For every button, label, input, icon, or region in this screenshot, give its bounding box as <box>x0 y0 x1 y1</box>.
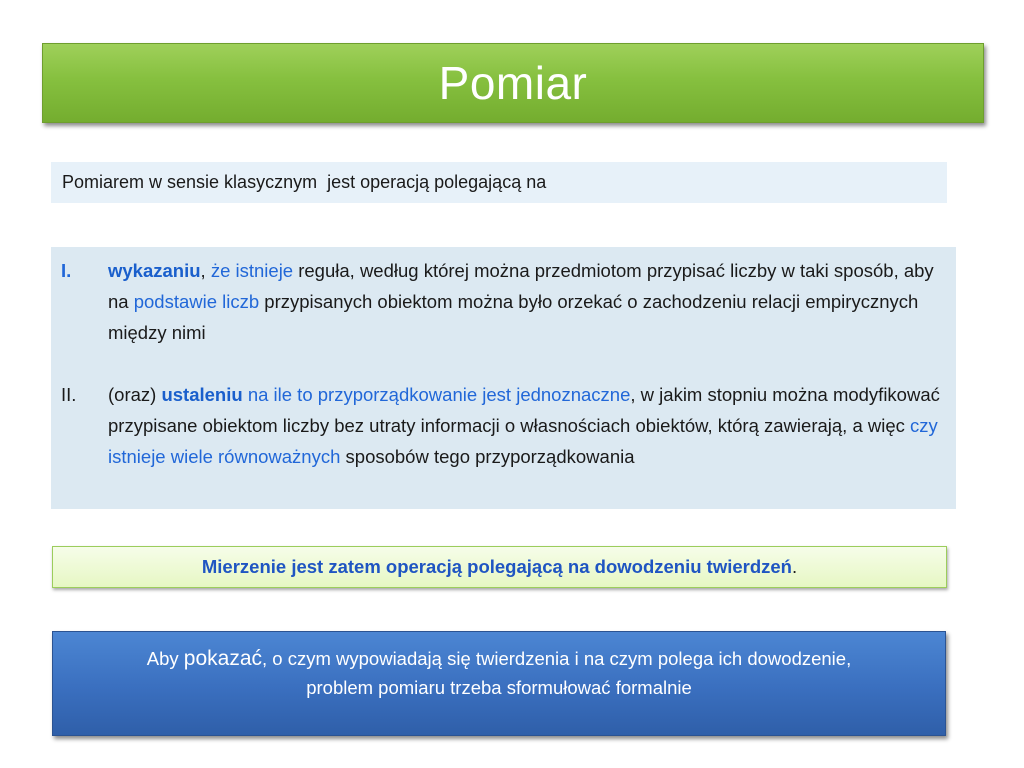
term-wykazaniu: wykazaniu <box>108 260 201 281</box>
summary-period: . <box>791 556 798 577</box>
text-segment: sposobów tego przyporządkowania <box>340 446 635 467</box>
text-segment: , w jakim stopniu można modyfikować przypisane obiektom liczby bez utraty informacji o własnościach obiektów, którą zawierają, a więc <box>108 384 940 436</box>
text-segment: (oraz) <box>108 384 162 405</box>
text-segment: , <box>200 260 211 281</box>
list-item-number: II. <box>61 384 77 405</box>
list-item-number: I. <box>61 260 72 281</box>
definition-list <box>51 247 956 509</box>
note-line1: , o czym wypowiadają się twierdzenia i na czym polega ich dowodzenie, <box>262 648 852 669</box>
highlight-podstawie-liczb: podstawie liczb <box>133 291 260 312</box>
text-segment: przypisanych obiektom można było orzekać o zachodzeniu relacji empirycznych między nimi <box>108 291 919 343</box>
page-title: Pomiar <box>438 57 588 109</box>
highlight-rownowazne: czy istnieje wiele równoważnych <box>108 415 938 467</box>
summary-text: Mierzenie jest zatem operacją polegającą na dowodzeniu twierdzeń <box>201 556 792 577</box>
note-emphasis: pokazać <box>183 647 263 670</box>
list-item-text <box>108 379 942 472</box>
text-segment: reguła, według której można przedmiotom przypisać liczby w taki sposób, aby na <box>108 260 934 312</box>
highlight-jednoznaczne: na ile to przyporządkowanie jest jednoznaczne <box>247 384 631 405</box>
note-box <box>52 631 946 736</box>
term-ustaleniu: ustaleniu <box>161 384 243 405</box>
note-prefix: Aby <box>146 648 184 669</box>
note-line2: problem pomiaru trzeba sformułować formalnie <box>306 677 692 698</box>
title-banner <box>42 43 984 123</box>
intro-box <box>51 162 947 203</box>
highlight-ze-istnieje: że istnieje <box>210 260 294 281</box>
intro-text: Pomiarem w sensie klasycznym jest operacją polegającą na <box>62 172 547 192</box>
summary-box <box>52 546 947 588</box>
list-item-text <box>108 255 942 348</box>
